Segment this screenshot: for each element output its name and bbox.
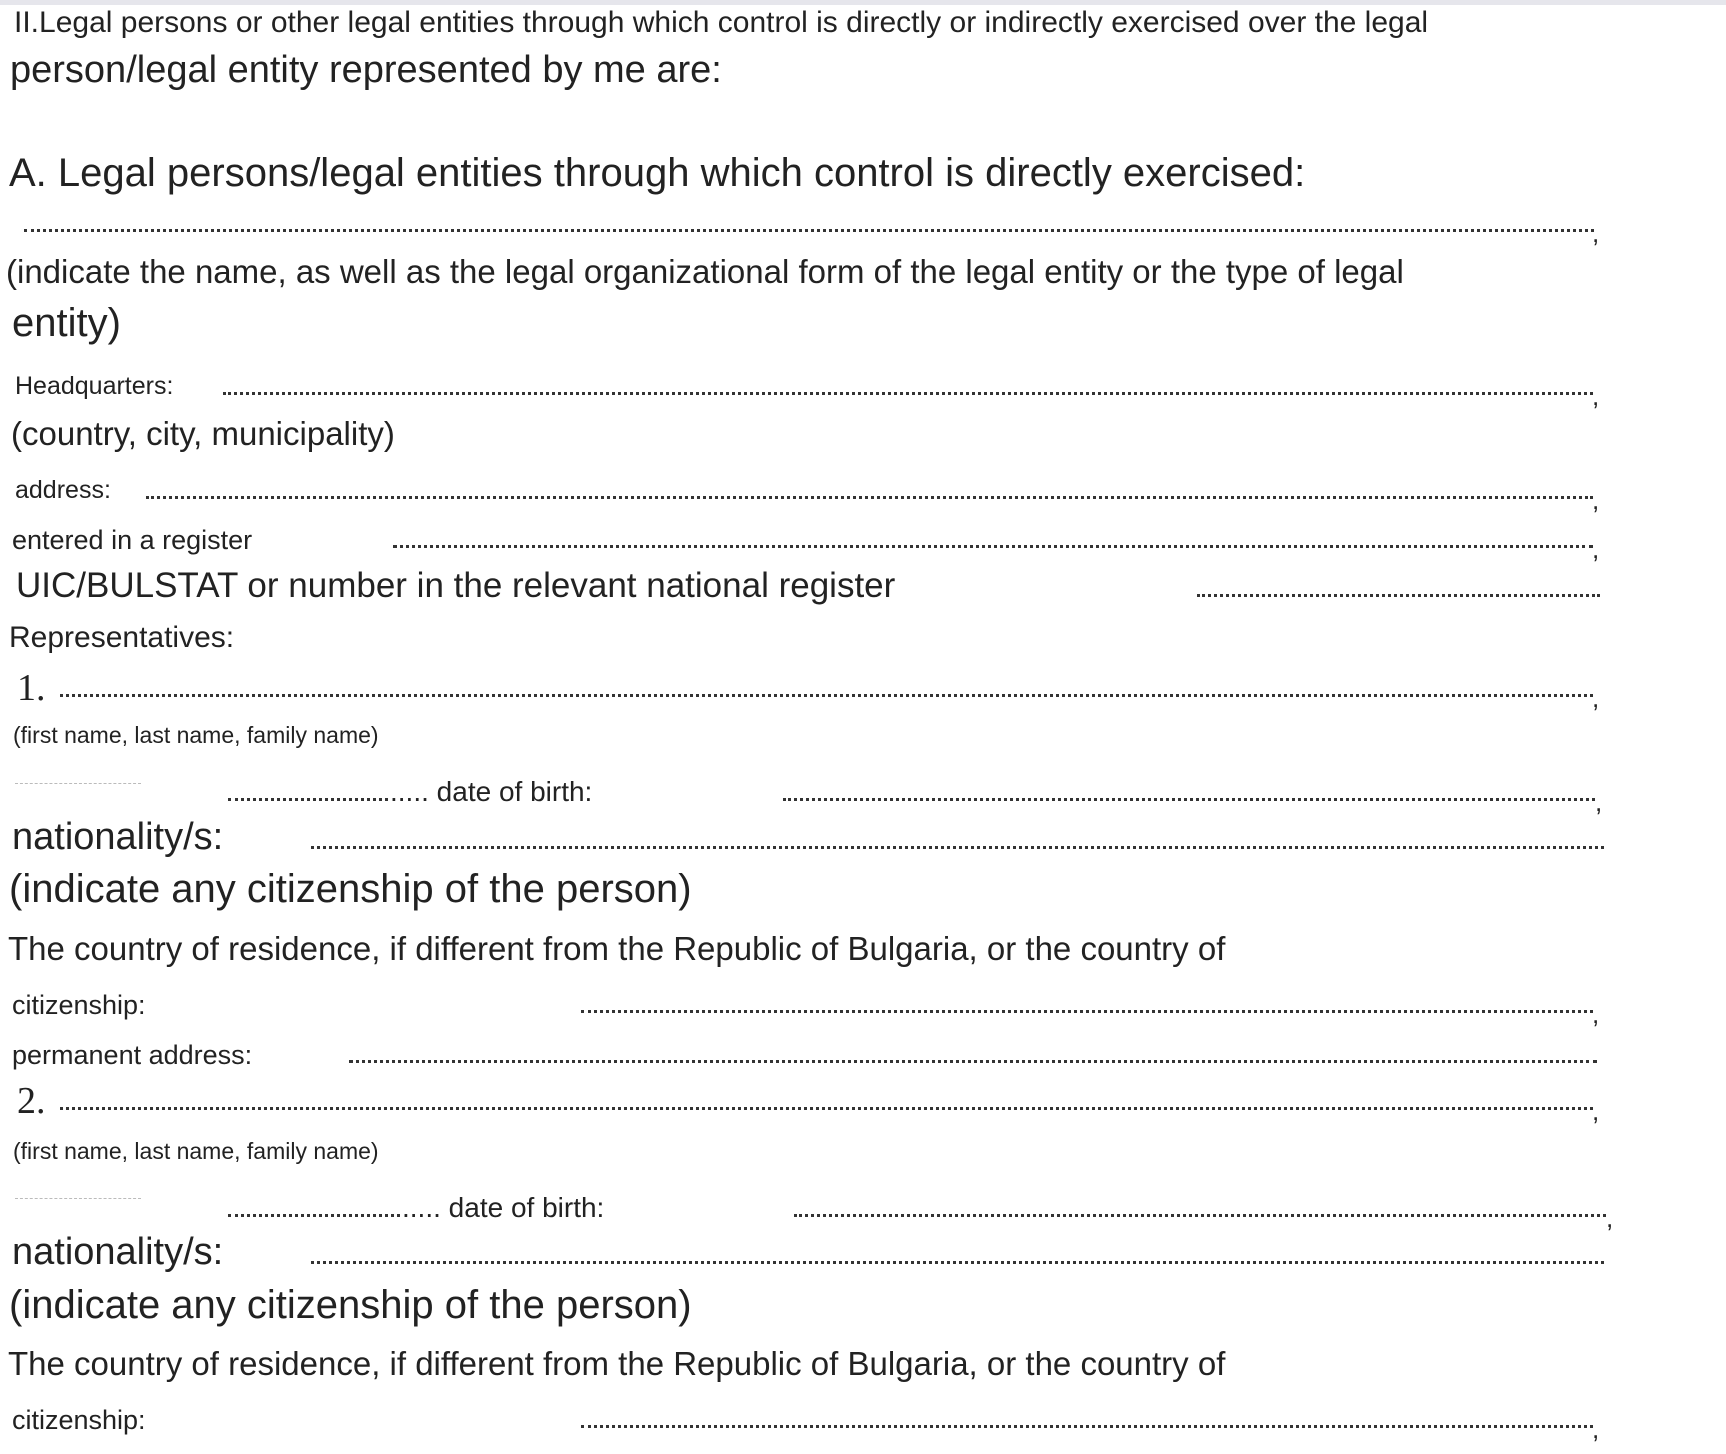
- rep-1-name-field[interactable]: [60, 694, 1593, 697]
- rep-2-citizenship-hint: (indicate any citizenship of the person): [9, 1283, 692, 1327]
- rep-1-nationality-field[interactable]: [311, 846, 1604, 849]
- representatives-label: Representatives:: [9, 621, 235, 654]
- rep-1-citizenship-label: citizenship:: [12, 990, 146, 1020]
- rep-1-permanent-address-label: permanent address:: [12, 1040, 253, 1070]
- rep-1-nationality-label: nationality/s:: [12, 816, 224, 858]
- headquarters-label: Headquarters:: [15, 372, 174, 400]
- section-number: II.: [14, 6, 40, 39]
- rep-1-dob-field[interactable]: [783, 798, 1595, 801]
- section-a-title: A. Legal persons/legal entities through which control is directly exercised:: [9, 151, 1306, 195]
- headquarters-hint: (country, city, municipality): [11, 415, 395, 452]
- uic-field[interactable]: [1197, 594, 1600, 597]
- faint-mark: [15, 1198, 141, 1199]
- heading-line-1: [14, 8, 1428, 38]
- rep-2-dob-label: ..... date of birth:: [402, 1192, 605, 1223]
- rep-2-nationality-field[interactable]: [311, 1261, 1604, 1264]
- headquarters-field[interactable]: [223, 392, 1593, 395]
- comma: ,: [1592, 485, 1600, 515]
- register-field[interactable]: [393, 545, 1593, 548]
- comma: ,: [1592, 381, 1600, 411]
- rep-1-permanent-address-field[interactable]: [349, 1060, 1597, 1063]
- register-label: entered in a register: [12, 525, 253, 555]
- heading-line-2: person/legal entity represented by me are:: [10, 49, 722, 91]
- entity-name-hint-cont: entity): [12, 301, 121, 345]
- rep-1-residence-text: The country of residence, if different from the Republic of Bulgaria, or the country of: [8, 930, 1226, 967]
- comma: ,: [1592, 1096, 1600, 1126]
- comma: ,: [1595, 787, 1603, 817]
- rep-1-number: 1.: [17, 667, 46, 709]
- rep-1-citizenship-hint: (indicate any citizenship of the person): [9, 867, 692, 911]
- rep-1-pre-dob-field[interactable]: [228, 798, 388, 801]
- top-edge-bar: [0, 0, 1726, 5]
- entity-name-field[interactable]: [24, 229, 1594, 232]
- rep-2-number: 2.: [17, 1080, 46, 1122]
- faint-mark: [15, 783, 141, 784]
- comma: ,: [1592, 1414, 1600, 1444]
- rep-2-citizenship-field[interactable]: [581, 1425, 1593, 1428]
- rep-2-nationality-label: nationality/s:: [12, 1231, 224, 1273]
- address-field[interactable]: [146, 496, 1593, 499]
- comma: ,: [1592, 534, 1600, 564]
- rep-2-dob-field[interactable]: [794, 1214, 1606, 1217]
- rep-1-name-hint: (first name, last name, family name): [13, 722, 379, 748]
- comma: ,: [1606, 1203, 1614, 1233]
- rep-2-citizenship-label: citizenship:: [12, 1405, 146, 1435]
- rep-2-name-field[interactable]: [60, 1107, 1593, 1110]
- rep-1-citizenship-field[interactable]: [581, 1010, 1593, 1013]
- rep-2-residence-text: The country of residence, if different from the Republic of Bulgaria, or the country of: [8, 1345, 1226, 1382]
- rep-2-pre-dob-field[interactable]: [228, 1214, 400, 1217]
- rep-1-dob-label: ..... date of birth:: [390, 776, 593, 807]
- heading-text: Legal persons or other legal entities through which control is directly or indirectly exercised over the legal: [39, 6, 1429, 39]
- comma: ,: [1592, 683, 1600, 713]
- uic-label: UIC/BULSTAT or number in the relevant national register: [16, 566, 896, 605]
- entity-name-hint: (indicate the name, as well as the legal organizational form of the legal entity or the type of legal: [6, 253, 1404, 290]
- comma: ,: [1592, 218, 1600, 248]
- address-label: address:: [15, 476, 111, 504]
- comma: ,: [1592, 999, 1600, 1029]
- rep-2-name-hint: (first name, last name, family name): [13, 1138, 379, 1164]
